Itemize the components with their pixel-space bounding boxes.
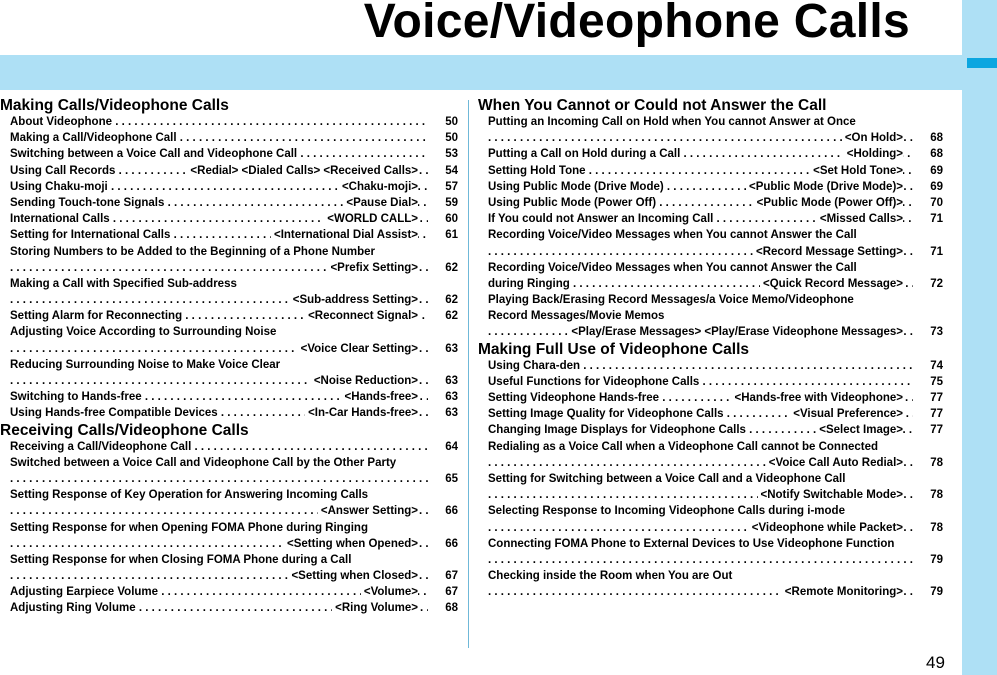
toc-entry-function-name: <Noise Reduction> bbox=[311, 373, 418, 389]
toc-entry-title: Changing Image Displays for Videophone Calls . . . bbox=[488, 422, 913, 438]
toc-entry-page: 77 bbox=[930, 392, 943, 404]
toc-entry[interactable] bbox=[0, 552, 458, 568]
toc-left-column bbox=[0, 97, 458, 617]
toc-entry-page: 64 bbox=[445, 440, 458, 453]
toc-entry-page: 62 bbox=[445, 294, 458, 307]
toc-entry-page: 59 bbox=[445, 196, 458, 209]
toc-entry-title: Setting Hold Tone . . . bbox=[488, 163, 913, 179]
toc-entry[interactable] bbox=[0, 211, 458, 227]
toc-entry-page: 67 bbox=[445, 586, 458, 599]
toc-entry-function-name: <Hands-free with Videophone> bbox=[732, 390, 904, 406]
toc-entry-function-name: <WORLD CALL> bbox=[324, 211, 418, 227]
toc-entry[interactable] bbox=[478, 308, 943, 324]
toc-entry-page: 57 bbox=[445, 180, 458, 193]
toc-entry-page: 63 bbox=[445, 342, 458, 355]
toc-entry[interactable] bbox=[478, 568, 943, 584]
toc-entry-page: 73 bbox=[930, 326, 943, 339]
toc-entry-title: Using Public Mode (Power Off) . . . bbox=[488, 195, 913, 211]
toc-entry[interactable] bbox=[478, 552, 943, 568]
toc-entry[interactable] bbox=[0, 503, 458, 519]
toc-entry-page: 54 bbox=[445, 164, 458, 177]
toc-entry-title: Setting Response for when Opening FOMA Phone during Ringing bbox=[10, 521, 368, 534]
toc-entry[interactable] bbox=[478, 130, 943, 146]
toc-entry-page: 75 bbox=[930, 375, 943, 388]
toc-entry-title: Storing Numbers to be Added to the Beginning of a Phone Number bbox=[10, 245, 376, 258]
toc-entry-page: 63 bbox=[445, 391, 458, 404]
section-heading: Making Full Use of Videophone Calls bbox=[478, 340, 750, 358]
toc-entry[interactable] bbox=[0, 520, 458, 536]
toc-entry[interactable] bbox=[0, 114, 458, 130]
toc-entry-page: 62 bbox=[445, 310, 458, 323]
toc-entry-page: 78 bbox=[930, 456, 943, 469]
toc-entry[interactable] bbox=[478, 406, 943, 422]
toc-entry-function-name: <Public Mode (Drive Mode)> bbox=[746, 179, 903, 195]
toc-entry-function-name: <Redial> <Dialed Calls> <Received Calls> bbox=[187, 163, 418, 179]
toc-entry[interactable] bbox=[478, 114, 943, 130]
toc-entry[interactable] bbox=[0, 163, 458, 179]
toc-entry-function-name: <Voice Call Auto Redial> bbox=[766, 455, 903, 471]
toc-entry[interactable] bbox=[0, 568, 458, 584]
toc-entry-page: 67 bbox=[445, 570, 458, 583]
toc-entry-function-name: <Volume> bbox=[361, 584, 418, 600]
toc-entry-function-name: <Set Hold Tone> bbox=[810, 163, 903, 179]
toc-entry-title: Sending Touch-tone Signals . . . bbox=[10, 195, 428, 211]
toc-entry[interactable] bbox=[478, 146, 943, 162]
toc-entry-page: 66 bbox=[445, 505, 458, 518]
toc-entry-function-name: <Holding> bbox=[844, 146, 903, 162]
header bbox=[0, 0, 962, 55]
toc-entry-page: 77 bbox=[930, 408, 943, 421]
toc-entry-function-name: <Reconnect Signal> bbox=[305, 308, 418, 324]
toc-entry[interactable] bbox=[0, 471, 458, 487]
toc-entry[interactable] bbox=[478, 390, 943, 406]
toc-entry-title: Setting Alarm for Reconnecting . . . bbox=[10, 308, 428, 324]
toc-entry-title: Adjusting Voice According to Surrounding Noise bbox=[10, 326, 277, 339]
toc-entry[interactable] bbox=[478, 439, 943, 455]
section-heading: Making Calls/Videophone Calls bbox=[0, 97, 229, 114]
toc-entry-page: 69 bbox=[930, 164, 943, 177]
toc-entry[interactable] bbox=[0, 130, 458, 146]
toc-entry[interactable] bbox=[0, 357, 458, 373]
toc-entry-function-name: <Remote Monitoring> bbox=[782, 584, 903, 600]
toc-entry[interactable] bbox=[0, 373, 458, 389]
toc-entry-title: Reducing Surrounding Noise to Make Voice Clear bbox=[10, 358, 281, 371]
toc-entry-page: 63 bbox=[445, 375, 458, 387]
toc-entry-function-name: <Setting when Closed> bbox=[288, 568, 418, 584]
toc-entry-page: 63 bbox=[445, 407, 458, 420]
toc-entry-function-name: <Notify Switchable Mode> bbox=[758, 487, 904, 503]
page-number: 49 bbox=[926, 653, 945, 672]
toc-entry-function-name: <Record Message Setting> bbox=[753, 244, 903, 260]
toc-entry[interactable] bbox=[0, 308, 458, 324]
toc-entry[interactable] bbox=[0, 389, 458, 405]
toc-entry-page: 60 bbox=[445, 213, 458, 226]
toc-entry-function-name: <Play/Erase Messages> <Play/Erase Videophone Messages> bbox=[568, 324, 903, 340]
toc-entry-title: International Calls . . . bbox=[10, 211, 428, 227]
toc-entry[interactable] bbox=[0, 584, 458, 600]
toc-entry-title: Using Chara-den . . . bbox=[488, 358, 913, 374]
toc-entry[interactable] bbox=[0, 260, 458, 276]
toc-entry[interactable] bbox=[478, 422, 943, 438]
toc-entry-title: Selecting Response to Incoming Videophone Calls during i-mode bbox=[488, 505, 845, 518]
toc-entry[interactable] bbox=[478, 195, 943, 211]
toc-entry[interactable] bbox=[0, 405, 458, 421]
toc-entry-page: 62 bbox=[445, 261, 458, 274]
toc-entry[interactable] bbox=[478, 374, 943, 390]
toc-entry[interactable] bbox=[0, 324, 458, 340]
toc-entry[interactable] bbox=[478, 324, 943, 340]
toc-entry[interactable] bbox=[0, 487, 458, 503]
toc-entry-page: 68 bbox=[445, 602, 458, 615]
toc-entry[interactable] bbox=[0, 227, 458, 243]
toc-entry[interactable] bbox=[478, 520, 943, 536]
toc-entry-title bbox=[10, 471, 428, 487]
toc-entry-title: Connecting FOMA Phone to External Devices to Use Videophone Function bbox=[488, 537, 895, 550]
toc-entry[interactable] bbox=[0, 195, 458, 211]
section-heading: When You Cannot or Could not Answer the Call bbox=[478, 97, 827, 114]
toc-entry[interactable] bbox=[0, 600, 458, 616]
toc-entry[interactable] bbox=[478, 260, 943, 276]
toc-entry-title: Switching between a Voice Call and Videophone Call . . . bbox=[10, 146, 428, 162]
toc-entry-title: Setting Image Quality for Videophone Calls . . . bbox=[488, 406, 913, 422]
toc-entry-page: 74 bbox=[930, 359, 943, 372]
toc-entry[interactable] bbox=[0, 179, 458, 195]
toc-entry[interactable] bbox=[478, 455, 943, 471]
toc-entry-function-name: <Missed Calls> bbox=[817, 211, 903, 227]
toc-entry-title: Recording Voice/Video Messages when You cannot Answer the Call bbox=[488, 261, 857, 274]
page-title: Voice/Videophone Calls bbox=[363, 0, 910, 48]
toc-entry-function-name: <Chaku-moji> bbox=[339, 179, 418, 195]
toc-entry-page: 79 bbox=[930, 553, 943, 566]
toc-entry[interactable] bbox=[478, 536, 943, 552]
toc-entry-function-name: <Pause Dial> bbox=[343, 195, 418, 211]
toc-entry-page: 70 bbox=[930, 196, 943, 209]
toc-entry-title: Switched between a Voice Call and Videophone Call by the Other Party bbox=[10, 456, 397, 469]
toc-entry[interactable] bbox=[478, 163, 943, 179]
toc-entry-function-name: <International Dial Assist> bbox=[271, 227, 418, 243]
toc-entry-title: If You could not Answer an Incoming Call . . . bbox=[488, 211, 913, 227]
section-heading: Receiving Calls/Videophone Calls bbox=[0, 421, 249, 439]
toc-entry-title: Redialing as a Voice Call when a Videophone Call cannot be Connected bbox=[488, 440, 879, 453]
toc-entry-page: 61 bbox=[445, 229, 458, 242]
toc-entry[interactable] bbox=[0, 276, 458, 292]
toc-entry-function-name: <Public Mode (Power Off)> bbox=[754, 195, 903, 211]
toc-entry-title: Recording Voice/Video Messages when You cannot Answer the Call bbox=[488, 229, 857, 242]
toc-entry-title: Setting Response of Key Operation for Answering Incoming Calls bbox=[10, 489, 369, 502]
toc-entry-title: Setting for Switching between a Voice Call and a Videophone Call bbox=[488, 472, 846, 485]
toc-entry-page: 68 bbox=[930, 132, 943, 145]
toc-entry-title: Switching to Hands-free . . . bbox=[10, 389, 428, 405]
toc-entry-title: Using Hands-free Compatible Devices . . . bbox=[10, 405, 428, 421]
toc-entry-title: Making a Call with Specified Sub-address bbox=[10, 277, 237, 290]
toc-entry-function-name: <Voice Clear Setting> bbox=[298, 341, 418, 357]
toc-entry-title: Setting Videophone Hands-free . . . bbox=[488, 390, 913, 406]
toc-entry[interactable] bbox=[478, 292, 943, 308]
column-divider bbox=[468, 100, 469, 648]
toc-entry-function-name: <Quick Record Message> bbox=[760, 276, 903, 292]
toc-entry-page: 69 bbox=[930, 180, 943, 193]
toc-entry-title: during Ringing . . . bbox=[488, 276, 913, 292]
toc-entry-title: Playing Back/Erasing Record Messages/a Voice Memo/Videophone bbox=[488, 294, 854, 307]
toc-entry-page: 77 bbox=[930, 424, 943, 437]
toc-entry-page: 78 bbox=[930, 521, 943, 534]
toc-entry[interactable] bbox=[0, 341, 458, 357]
toc-entry[interactable] bbox=[478, 244, 943, 260]
toc-right-column bbox=[478, 97, 943, 600]
toc-entry-page: 68 bbox=[930, 148, 943, 161]
toc-entry-page: 53 bbox=[445, 148, 458, 161]
toc-entry[interactable] bbox=[478, 503, 943, 519]
toc-entry[interactable] bbox=[0, 292, 458, 308]
toc-entry-title: Setting for International Calls . . . bbox=[10, 227, 428, 243]
toc-entry-function-name: <Select Image> bbox=[816, 422, 903, 438]
toc-entry-function-name: <Sub-address Setting> bbox=[290, 292, 418, 308]
toc-entry[interactable] bbox=[478, 276, 943, 292]
toc-entry-title: Adjusting Earpiece Volume . . . bbox=[10, 584, 428, 600]
toc-entry[interactable] bbox=[478, 471, 943, 487]
toc-entry[interactable] bbox=[0, 455, 458, 471]
toc-entry-title: Putting an Incoming Call on Hold when You cannot Answer at Once bbox=[488, 116, 856, 128]
toc-entry-title bbox=[488, 552, 913, 568]
toc-entry-page: 66 bbox=[445, 537, 458, 550]
toc-entry-page: 71 bbox=[930, 213, 943, 226]
toc-entry-page: 78 bbox=[930, 489, 943, 502]
toc-entry-function-name: <Ring Volume> bbox=[332, 600, 418, 616]
toc-entry-title: Using Chaku-moji . . . bbox=[10, 179, 428, 195]
toc-entry-title: Using Call Records . . . bbox=[10, 163, 428, 179]
toc-entry-title: Adjusting Ring Volume . . . bbox=[10, 600, 428, 616]
toc-entry-page: 50 bbox=[445, 132, 458, 145]
toc-entry-function-name: <Visual Preference> bbox=[790, 406, 903, 422]
toc-entry[interactable] bbox=[0, 439, 458, 455]
toc-entry-page: 65 bbox=[445, 472, 458, 485]
toc-entry-function-name: <In-Car Hands-free> bbox=[305, 405, 418, 421]
toc-entry-title: Making a Call/Videophone Call . . . bbox=[10, 130, 428, 146]
toc-entry-title: Record Messages/Movie Memos bbox=[488, 310, 665, 323]
toc-entry[interactable] bbox=[0, 244, 458, 260]
toc-entry[interactable] bbox=[478, 179, 943, 195]
toc-entry-page: 72 bbox=[930, 277, 943, 290]
toc-entry-page: 50 bbox=[445, 116, 458, 128]
toc-entry-title: Using Public Mode (Drive Mode) . . . bbox=[488, 179, 913, 195]
toc-entry-function-name: <Setting when Opened> bbox=[284, 536, 418, 552]
edge-strip bbox=[962, 0, 997, 675]
header-band bbox=[0, 55, 962, 90]
toc-entry-title: Setting Response for when Closing FOMA Phone during a Call bbox=[10, 553, 352, 566]
toc-entry-title: Putting a Call on Hold during a Call . . . bbox=[488, 146, 913, 162]
toc-entry-function-name: <Prefix Setting> bbox=[327, 260, 418, 276]
toc-entry-page: 71 bbox=[930, 245, 943, 258]
toc-entry-function-name: <Videophone while Packet> bbox=[749, 520, 903, 536]
toc-entry-title: Receiving a Call/Videophone Call . . . bbox=[10, 439, 428, 455]
section-tab bbox=[967, 58, 997, 68]
toc-entry[interactable] bbox=[478, 358, 943, 374]
toc-entry-title: Checking inside the Room when You are Out bbox=[488, 570, 733, 583]
toc-entry[interactable] bbox=[478, 211, 943, 227]
toc-entry-page: 79 bbox=[930, 586, 943, 599]
toc-entry[interactable] bbox=[0, 536, 458, 552]
toc-entry[interactable] bbox=[478, 487, 943, 503]
toc-entry[interactable] bbox=[0, 146, 458, 162]
toc-entry[interactable] bbox=[478, 584, 943, 600]
toc-entry-title: Useful Functions for Videophone Calls . . . bbox=[488, 374, 913, 390]
toc-entry-function-name: <On Hold> bbox=[842, 130, 903, 146]
toc-entry-function-name: <Hands-free> bbox=[341, 389, 418, 405]
toc-entry-function-name: <Answer Setting> bbox=[318, 503, 418, 519]
toc-entry[interactable] bbox=[478, 227, 943, 243]
toc-entry-title: About Videophone . . . bbox=[10, 114, 428, 130]
